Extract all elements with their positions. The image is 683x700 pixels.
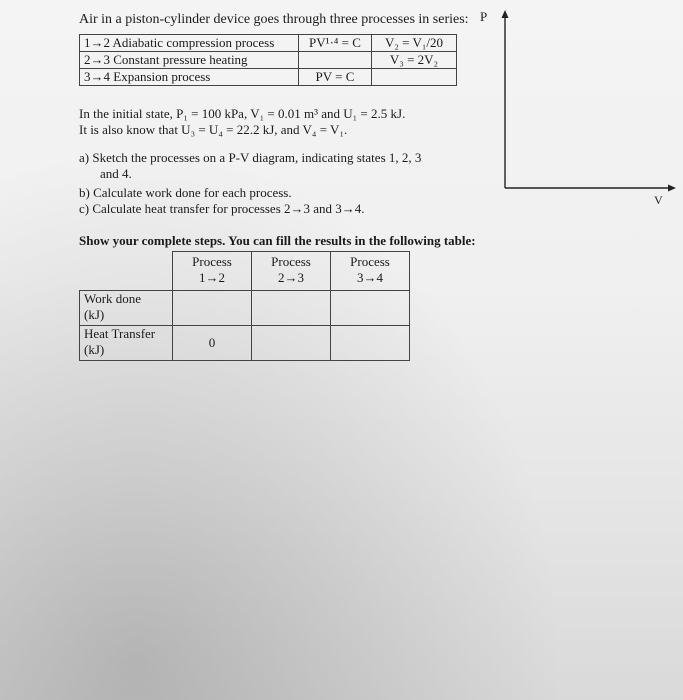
row-label-text: Heat Transfer	[84, 326, 156, 341]
question-a-line-2: and 4.	[100, 166, 132, 181]
process-row	[80, 52, 457, 69]
p-axis-label: P	[480, 9, 488, 24]
table-row-heat	[80, 326, 410, 361]
header-process-2-3	[252, 252, 331, 291]
process-relation: PV = C	[299, 69, 372, 86]
p-axis-arrow-icon	[502, 10, 509, 18]
process-name: 3→4 Expansion process	[80, 69, 299, 86]
process-relation: PV¹·⁴ = C	[299, 35, 372, 52]
question-c: c) Calculate heat transfer for processes 2→3 and 3→4.	[79, 201, 365, 216]
work-cell-2-3	[252, 291, 331, 326]
problem-title: Air in a piston-cylinder device goes through three processes in series:	[79, 12, 469, 27]
work-cell-1-2	[173, 291, 252, 326]
row-label-unit: (kJ)	[84, 342, 105, 357]
work-cell-3-4	[331, 291, 410, 326]
header-label: Process	[271, 254, 311, 269]
process-name: 2→3 Constant pressure heating	[80, 52, 299, 69]
heat-cell-1-2: 0	[173, 326, 252, 361]
header-process-id: 2→3	[278, 270, 304, 285]
initial-state-line-2: It is also know that U₃ = U₄ = 22.2 kJ, and V₄ = V₁.	[79, 122, 348, 137]
row-label-heat	[80, 326, 173, 361]
process-name: 1→2 Adiabatic compression process	[80, 35, 299, 52]
initial-state-line-1: In the initial state, P₁ = 100 kPa, V₁ = 0.01 m³ and U₁ = 2.5 kJ.	[79, 106, 406, 121]
header-process-id: 1→2	[199, 270, 225, 285]
pv-diagram-axes	[480, 8, 680, 198]
row-label-text: Work done	[84, 291, 142, 306]
results-header-row	[80, 252, 410, 291]
header-process-3-4	[331, 252, 410, 291]
process-condition: V₃ = 2V₂	[372, 52, 457, 69]
header-label: Process	[350, 254, 390, 269]
process-condition: V₂ = V₁/20	[372, 35, 457, 52]
v-axis-label: V	[654, 193, 663, 207]
header-corner	[80, 252, 173, 291]
header-label: Process	[192, 254, 232, 269]
heat-cell-2-3	[252, 326, 331, 361]
header-process-1-2	[173, 252, 252, 291]
process-row	[80, 69, 457, 86]
process-relation	[299, 52, 372, 69]
heat-cell-3-4	[331, 326, 410, 361]
v-axis-arrow-icon	[668, 185, 676, 192]
row-label-work	[80, 291, 173, 326]
header-process-id: 3→4	[357, 270, 383, 285]
process-table	[79, 34, 457, 86]
question-a-line-1: a) Sketch the processes on a P-V diagram, indicating states 1, 2, 3	[79, 150, 422, 165]
row-label-unit: (kJ)	[84, 307, 105, 322]
process-row	[80, 35, 457, 52]
instruction-text: Show your complete steps. You can fill the results in the following table:	[79, 233, 476, 248]
table-row-work	[80, 291, 410, 326]
process-condition	[372, 69, 457, 86]
results-table	[79, 251, 410, 361]
question-b: b) Calculate work done for each process.	[79, 185, 292, 200]
